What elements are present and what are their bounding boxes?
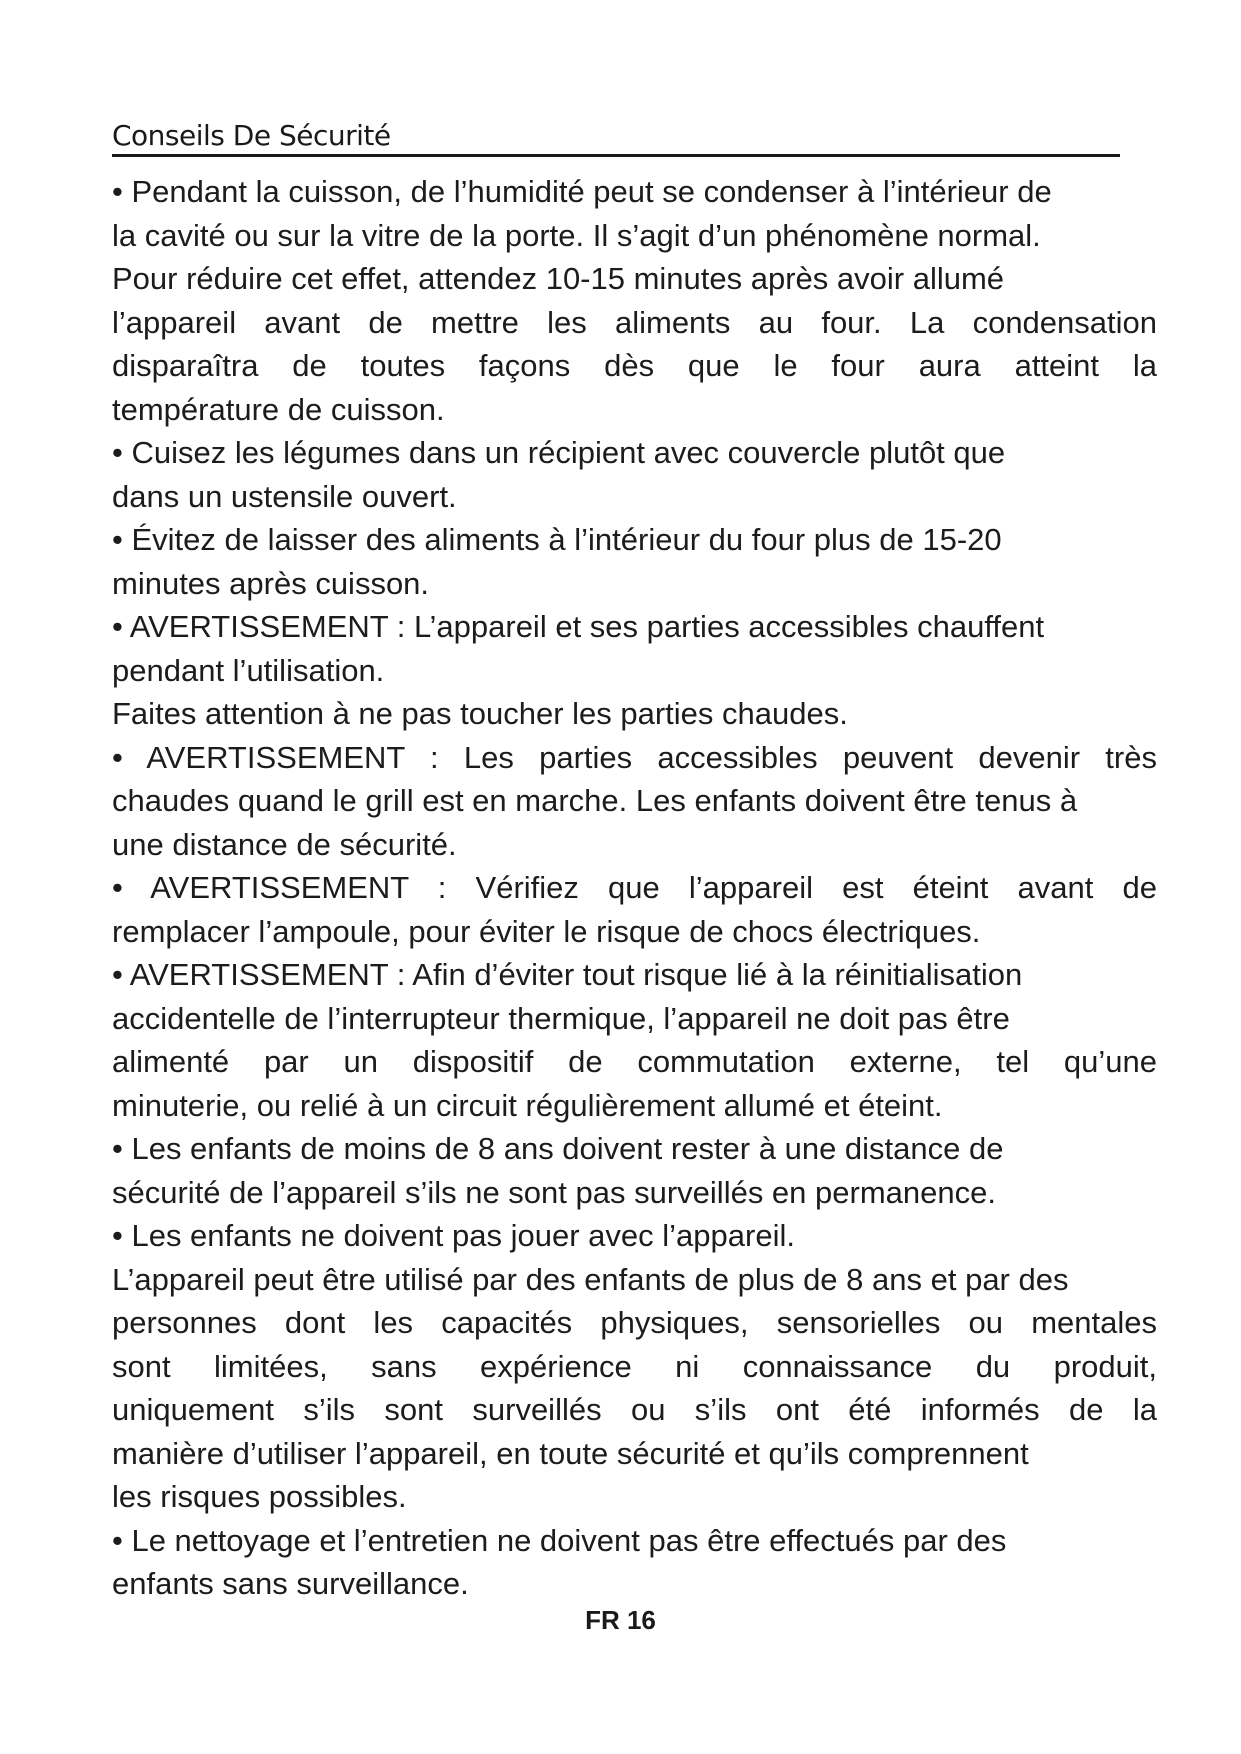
text-line: Faites attention à ne pas toucher les parties chaudes. — [112, 696, 848, 731]
text-line: accidentelle de l’interrupteur thermique, l’appareil ne doit pas être — [112, 1000, 1010, 1036]
text-line: • Les enfants ne doivent pas jouer avec l’appareil. — [112, 1218, 795, 1253]
text-line: les risques possibles. — [112, 1479, 407, 1514]
text-line: • Le nettoyage et l’entretien ne doivent pas être effectués par des — [112, 1522, 1007, 1558]
page-number: FR 16 — [585, 1605, 656, 1635]
section-header — [112, 112, 1120, 157]
text-line: l’appareil avant de mettre les aliments au four. La condensation — [112, 304, 1157, 340]
text-line: personnes dont les capacités physiques, sensorielles ou mentales — [112, 1305, 1157, 1340]
text-line: uniquement s’ils sont surveillés ou s’ils ont été informés de la — [112, 1392, 1157, 1427]
text-line: minuterie, ou relié à un circuit régulièrement allumé et éteint. — [112, 1087, 943, 1123]
text-line: une distance de sécurité. — [112, 826, 457, 862]
text-line: • AVERTISSEMENT : Afin d’éviter tout risque lié à la réinitialisation — [112, 957, 1023, 992]
text-line: • AVERTISSEMENT : L’appareil et ses parties accessibles chauffent — [112, 609, 1045, 644]
text-line: • AVERTISSEMENT : Les parties accessibles peuvent devenir très — [112, 739, 1157, 775]
text-line: température de cuisson. — [112, 391, 445, 427]
text-line: alimenté par un dispositif de commutation externe, tel qu’une — [112, 1044, 1157, 1079]
text-line: L’appareil peut être utilisé par des enfants de plus de 8 ans et par des — [112, 1261, 1069, 1297]
section-title: Conseils De Sécurité — [112, 119, 391, 152]
text-line: la cavité ou sur la vitre de la porte. Il s’agit d’un phénomène normal. — [112, 217, 1041, 253]
text-line: minutes après cuisson. — [112, 565, 430, 601]
text-line: sont limitées, sans expérience ni connaissance du produit, — [112, 1348, 1157, 1384]
text-line: • Pendant la cuisson, de l’humidité peut se condenser à l’intérieur de — [112, 174, 1052, 209]
text-line: pendant l’utilisation. — [112, 652, 385, 688]
text-line: • Cuisez les légumes dans un récipient avec couvercle plutôt que — [112, 435, 1006, 470]
text-line: sécurité de l’appareil s’ils ne sont pas surveillés en permanence. — [112, 1174, 996, 1210]
safety-instructions-text — [112, 170, 1157, 1606]
text-line: disparaîtra de toutes façons dès que le four aura atteint la — [112, 348, 1157, 383]
text-line: Pour réduire cet effet, attendez 10-15 minutes après avoir allumé — [112, 261, 1005, 296]
text-line: enfants sans surveillance. — [112, 1566, 469, 1601]
text-line: manière d’utiliser l’appareil, en toute sécurité et qu’ils comprennent — [112, 1435, 1029, 1471]
text-line: dans un ustensile ouvert. — [112, 478, 457, 514]
text-line: • Évitez de laisser des aliments à l’intérieur du four plus de 15-20 — [112, 522, 1002, 557]
text-line: remplacer l’ampoule, pour éviter le risque de chocs électriques. — [112, 913, 981, 949]
text-line: • AVERTISSEMENT : Vérifiez que l’appareil est éteint avant de — [112, 870, 1157, 905]
text-line: chaudes quand le grill est en marche. Les enfants doivent être tenus à — [112, 783, 1078, 818]
text-line: • Les enfants de moins de 8 ans doivent rester à une distance de — [112, 1131, 1004, 1166]
